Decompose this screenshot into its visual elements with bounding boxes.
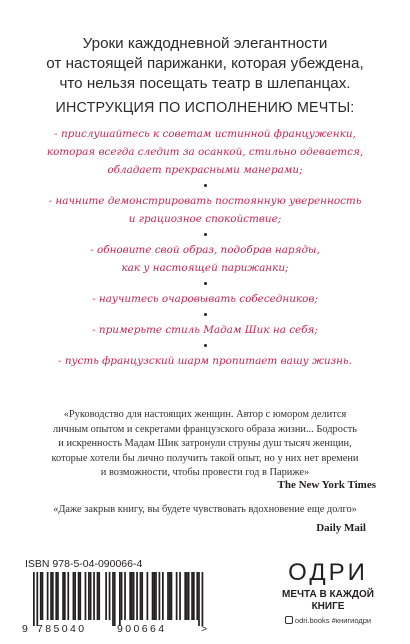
quote-line: и возможности, чтобы провести год в Париже» (100, 467, 310, 478)
quote-line: личным опытом и секретами французского образа жизни... Бодрость (52, 423, 358, 435)
barcode-bar (42, 572, 44, 620)
review-source-nyt: The New York Times (277, 479, 376, 491)
barcode-bar (109, 572, 111, 620)
separator-dot (14, 228, 396, 241)
barcode-bar (129, 572, 131, 620)
list-item-line: которая всегда следит за осанкой, стильно одевается, (46, 146, 364, 158)
barcode-bar (57, 572, 59, 620)
barcode-bar (67, 572, 69, 620)
barcode-bar (64, 572, 66, 620)
barcode-bar (47, 572, 49, 620)
barcode-bar (133, 572, 135, 620)
barcode-lead-digit: 9 (22, 623, 28, 634)
logo-name: ОДРИ (288, 559, 368, 586)
barcode-bar (121, 572, 123, 620)
barcode-bar (105, 572, 107, 620)
barcode-bar (198, 572, 200, 626)
barcode-bar (153, 572, 155, 620)
barcode-bar (93, 572, 95, 620)
quote-line: и искренность Мадам Шик затронули струны душ тысяч женщин, (58, 438, 352, 449)
logo-tagline (268, 589, 388, 613)
barcode-bar (50, 572, 52, 620)
barcode-bar (74, 572, 76, 620)
barcode-bar (112, 572, 114, 626)
barcode-bar (90, 572, 92, 620)
list-item-line: - прислушайтесь к советам истинной француженки, (54, 128, 356, 140)
list-item-line: - начните демонстрировать постоянную уверенность (48, 195, 362, 207)
barcode-bar (73, 572, 75, 620)
barcode-bar (55, 572, 57, 620)
barcode-trail: > (201, 623, 208, 634)
list-item-line: - примерьте стиль Мадам Шик на себя; (92, 324, 318, 336)
publisher-logo (268, 560, 388, 625)
intro-line: от настоящей парижанки, которая убеждена, (46, 55, 364, 72)
quote-line: «Руководство для настоящих женщин. Автор с юмором делится (63, 409, 347, 420)
list-item-line: как у настоящей парижанки; (121, 262, 289, 274)
barcode-bar (193, 572, 195, 620)
logo-tagline-line: КНИГЕ (311, 601, 345, 612)
quote-line: которые хотели бы лично получить такой опыт, но у них нет времени (51, 452, 359, 464)
instruction-list (14, 125, 396, 370)
barcode-bar (119, 572, 121, 626)
review-quote-nyt (40, 408, 370, 481)
barcode-bar (79, 572, 81, 620)
barcode-bar (33, 572, 35, 626)
barcode-bar (169, 572, 171, 620)
intro-line: что нельзя посещать театр в шлепанцах. (59, 75, 351, 92)
barcode-bar (202, 572, 204, 626)
barcode-bar (52, 572, 54, 620)
barcode-bar (191, 572, 193, 620)
barcode-bar (188, 572, 190, 620)
barcode-group-2: 900664 (117, 623, 167, 634)
instagram-icon (285, 616, 293, 624)
barcode-bar (162, 572, 164, 620)
barcode-bar (131, 572, 133, 620)
list-item-line: - обновите свой образ, подобрав наряды, (90, 244, 320, 256)
barcode-bar (98, 572, 100, 620)
list-item (14, 290, 396, 308)
separator-dot (14, 179, 396, 192)
barcode-bar (196, 572, 198, 620)
barcode-bar (179, 572, 181, 620)
separator-dot (14, 308, 396, 321)
barcode-bar (85, 572, 87, 620)
list-item-line: обладает прекрасными манерами; (107, 164, 303, 176)
list-item (14, 192, 396, 228)
logo-social (268, 616, 388, 625)
instruction-heading: ИНСТРУКЦИЯ ПО ИСПОЛНЕНИЮ МЕЧТЫ: (55, 100, 355, 116)
list-item-line: - пусть французский шарм пропитает вашу жизнь. (58, 355, 352, 367)
separator-dot (14, 339, 396, 352)
barcode-bar (114, 572, 116, 626)
list-item (14, 241, 396, 277)
barcode-bar (97, 572, 99, 620)
barcode-bar (147, 572, 149, 620)
list-item (14, 321, 396, 339)
barcode-bar (186, 572, 188, 620)
barcode-bar (167, 572, 169, 620)
barcode-bar (78, 572, 80, 620)
list-item-line: - научитесь очаровывать собеседников; (92, 293, 318, 305)
list-item (14, 125, 396, 179)
social-handle: odri.books #книгиодри (294, 616, 372, 625)
barcode-bar (40, 572, 42, 620)
barcode-bar (159, 572, 161, 620)
intro-line: Уроки каждодневной элегантности (82, 35, 328, 52)
logo-tagline-line: МЕЧТА В КАЖДОЙ (282, 589, 374, 600)
list-item-line: и грациозное спокойствие; (128, 213, 282, 225)
barcode-bar (124, 572, 126, 620)
barcode-bar (88, 572, 90, 620)
barcode-bar (62, 572, 64, 620)
barcode-bar (176, 572, 178, 620)
review-source-daily-mail: Daily Mail (316, 522, 366, 534)
barcode-bar (152, 572, 154, 620)
barcode-group-1: 785040 (37, 623, 87, 634)
barcode-bar (155, 572, 157, 620)
barcode-bar (171, 572, 173, 620)
barcode (21, 572, 209, 634)
list-item (14, 352, 396, 370)
separator-dot (14, 277, 396, 290)
barcode-bar (36, 572, 38, 626)
barcode-bar (140, 572, 142, 620)
isbn-label: ISBN 978-5-04-090066-4 (25, 558, 143, 570)
intro-text (20, 34, 390, 94)
barcode-bar (136, 572, 138, 620)
review-quote-daily-mail: «Даже закрыв книгу, вы будете чувствовать вдохновение еще долго» (53, 504, 357, 515)
barcode-bar (141, 572, 143, 620)
barcode-bar (184, 572, 186, 620)
